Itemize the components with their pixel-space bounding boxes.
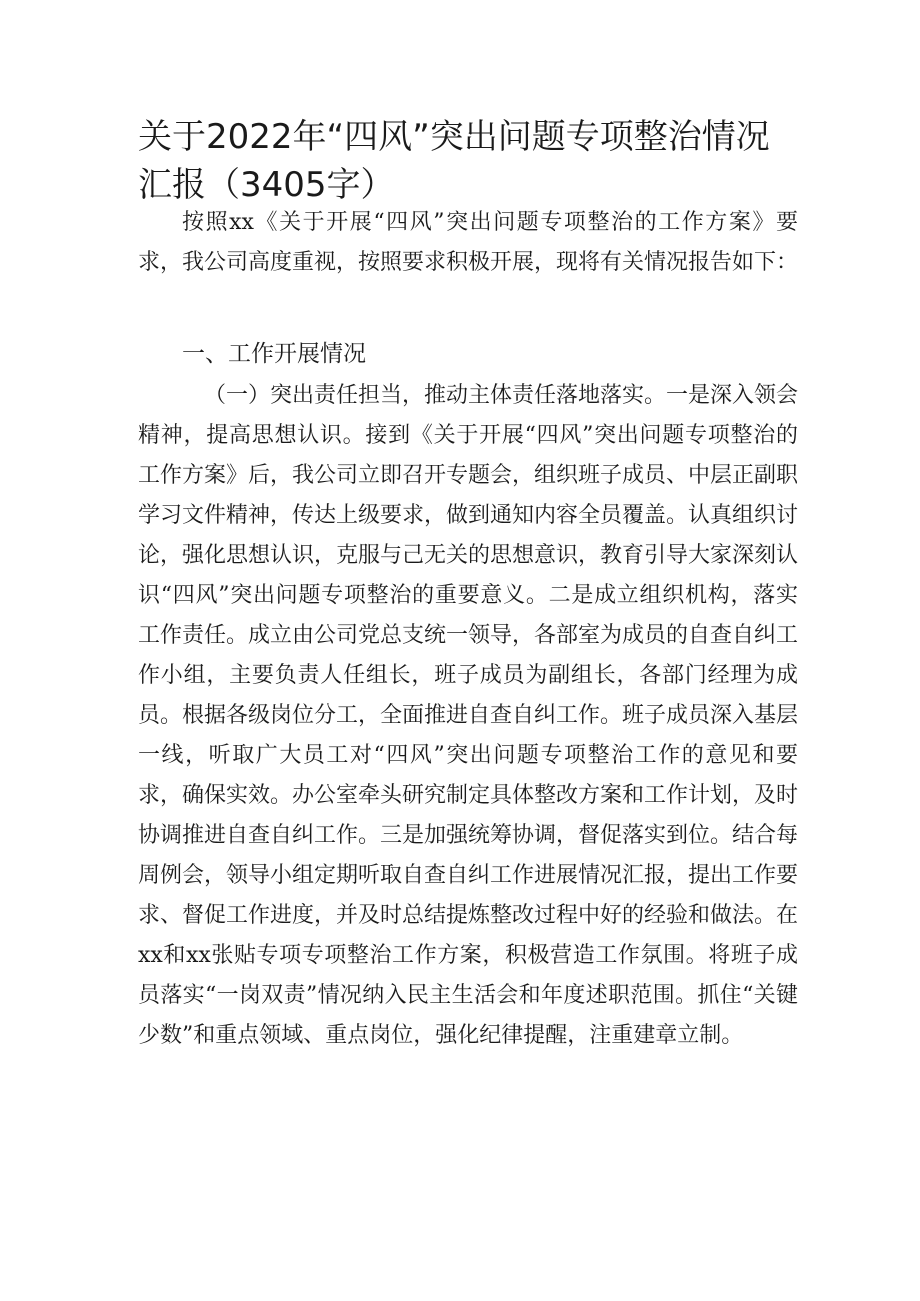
intro-paragraph: 按照xx《关于开展“四风”突出问题专项整治的工作方案》要求，我公司高度重视，按照要求积极开展，现将有关情况报告如下： xyxy=(138,210,799,275)
document-title: 关于2022年“四风”突出问题专项整治情况汇报（3405字） xyxy=(138,117,770,205)
section-paragraph: （一）突出责任担当，推动主体责任落地落实。一是深入领会精神，提高思想认识。接到《关于开展“四风”突出问题专项整治的工作方案》后，我公司立即召开专题会，组织班子成员、中层正副职学习文件精神，传达上级要求，做到通知内容全员覆盖。认真组织讨论，强化思想认识，克服与己无关的思想意识，教育引导大家深刻认识“四风”突出问题专项整治的重要意义。二是成立组织机构，落实工作责任。成立由公司党总支统一领导，各部室为成员的自查自纠工作小组，主要负责人任组长，班子成员为副组长，各部门经理为成员。根据各级岗位分工，全面推进自查自纠工作。班子成员深入基层一线，听取广大员工对“四风”突出问题专项整治工作的意见和要求，确保实效。办公室牵头研究制定具体整改方案和工作计划，及时协调推进自查自纠工作。三是加强统筹协调，督促落实到位。结合每周例会，领导小组定期听取自查自纠工作进展情况汇报，提出工作要求、督促工作进度，并及时总结提炼整改过程中好的经验和做法。在xx和xx张贴专项专项整治工作方案，积极营造工作氛围。将班子成员落实“一岗双责”情况纳入民主生活会和年度述职范围。抓住“关键少数”和重点领域、重点岗位，强化纪律提醒，注重建章立制。 xyxy=(138,383,799,1048)
section-heading: 一、工作开展情况 xyxy=(182,341,366,367)
